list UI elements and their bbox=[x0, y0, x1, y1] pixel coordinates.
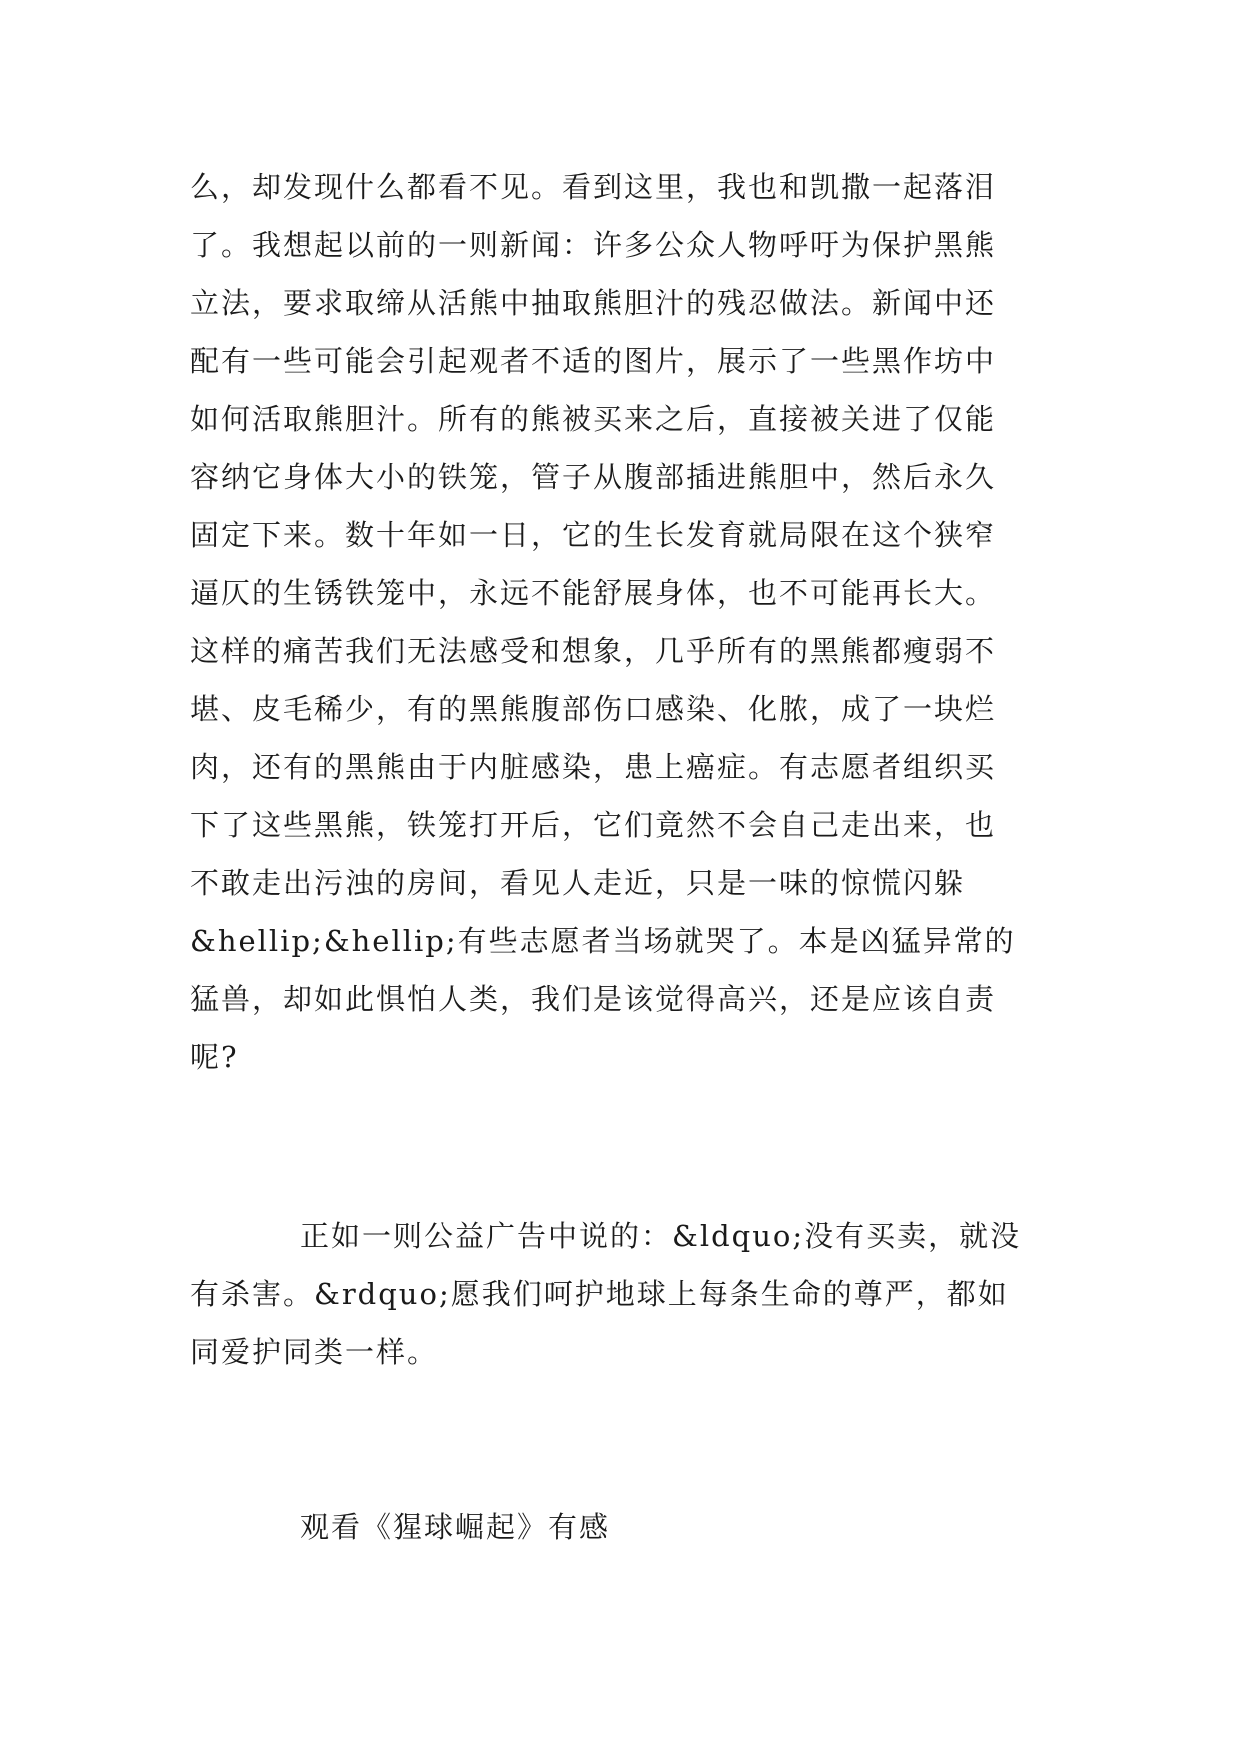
text-line: 逼仄的生锈铁笼中，永远不能舒展身体，也不可能再长大。 bbox=[190, 576, 997, 610]
text-line: 堪、皮毛稀少，有的黑熊腹部伤口感染、化脓，成了一块烂 bbox=[190, 692, 997, 726]
text-line: 了。我想起以前的一则新闻：许多公众人物呼吁为保护黑熊 bbox=[190, 228, 997, 262]
text-line: 立法，要求取缔从活熊中抽取熊胆汁的残忍做法。新闻中还 bbox=[190, 286, 997, 320]
text-line: 下了这些黑熊，铁笼打开后，它们竟然不会自己走出来，也 bbox=[190, 808, 997, 842]
text-line: 呢? bbox=[190, 1040, 239, 1074]
text-line: 不敢走出污浊的房间，看见人走近，只是一味的惊慌闪躲 bbox=[190, 866, 966, 900]
text-line: 这样的痛苦我们无法感受和想象，几乎所有的黑熊都瘦弱不 bbox=[190, 634, 997, 668]
text-line: 么，却发现什么都看不见。看到这里，我也和凯撒一起落泪 bbox=[190, 170, 997, 204]
paragraph-public-ad-quote bbox=[190, 1207, 1090, 1381]
text-line: 有杀害。&rdquo;愿我们呵护地球上每条生命的尊严，都如 bbox=[190, 1277, 1009, 1311]
text-line: &hellip;&hellip;有些志愿者当场就哭了。本是凶猛异常的 bbox=[190, 924, 1016, 958]
heading-text: 观看《猩球崛起》有感 bbox=[300, 1510, 611, 1544]
text-line: 配有一些可能会引起观者不适的图片，展示了一些黑作坊中 bbox=[190, 344, 997, 378]
text-line: 肉，还有的黑熊由于内脏感染，患上癌症。有志愿者组织买 bbox=[190, 750, 997, 784]
paragraph-bear-bile-news bbox=[190, 158, 1090, 1086]
text-line-indented: 正如一则公益广告中说的：&ldquo;没有买卖，就没 bbox=[300, 1219, 1022, 1253]
section-heading bbox=[190, 1498, 1090, 1556]
text-line: 容纳它身体大小的铁笼，管子从腹部插进熊胆中，然后永久 bbox=[190, 460, 997, 494]
text-line: 固定下来。数十年如一日，它的生长发育就局限在这个狭窄 bbox=[190, 518, 997, 552]
text-line: 如何活取熊胆汁。所有的熊被买来之后，直接被关进了仅能 bbox=[190, 402, 997, 436]
text-line: 猛兽，却如此惧怕人类，我们是该觉得高兴，还是应该自责 bbox=[190, 982, 997, 1016]
text-line: 同爱护同类一样。 bbox=[190, 1335, 439, 1369]
